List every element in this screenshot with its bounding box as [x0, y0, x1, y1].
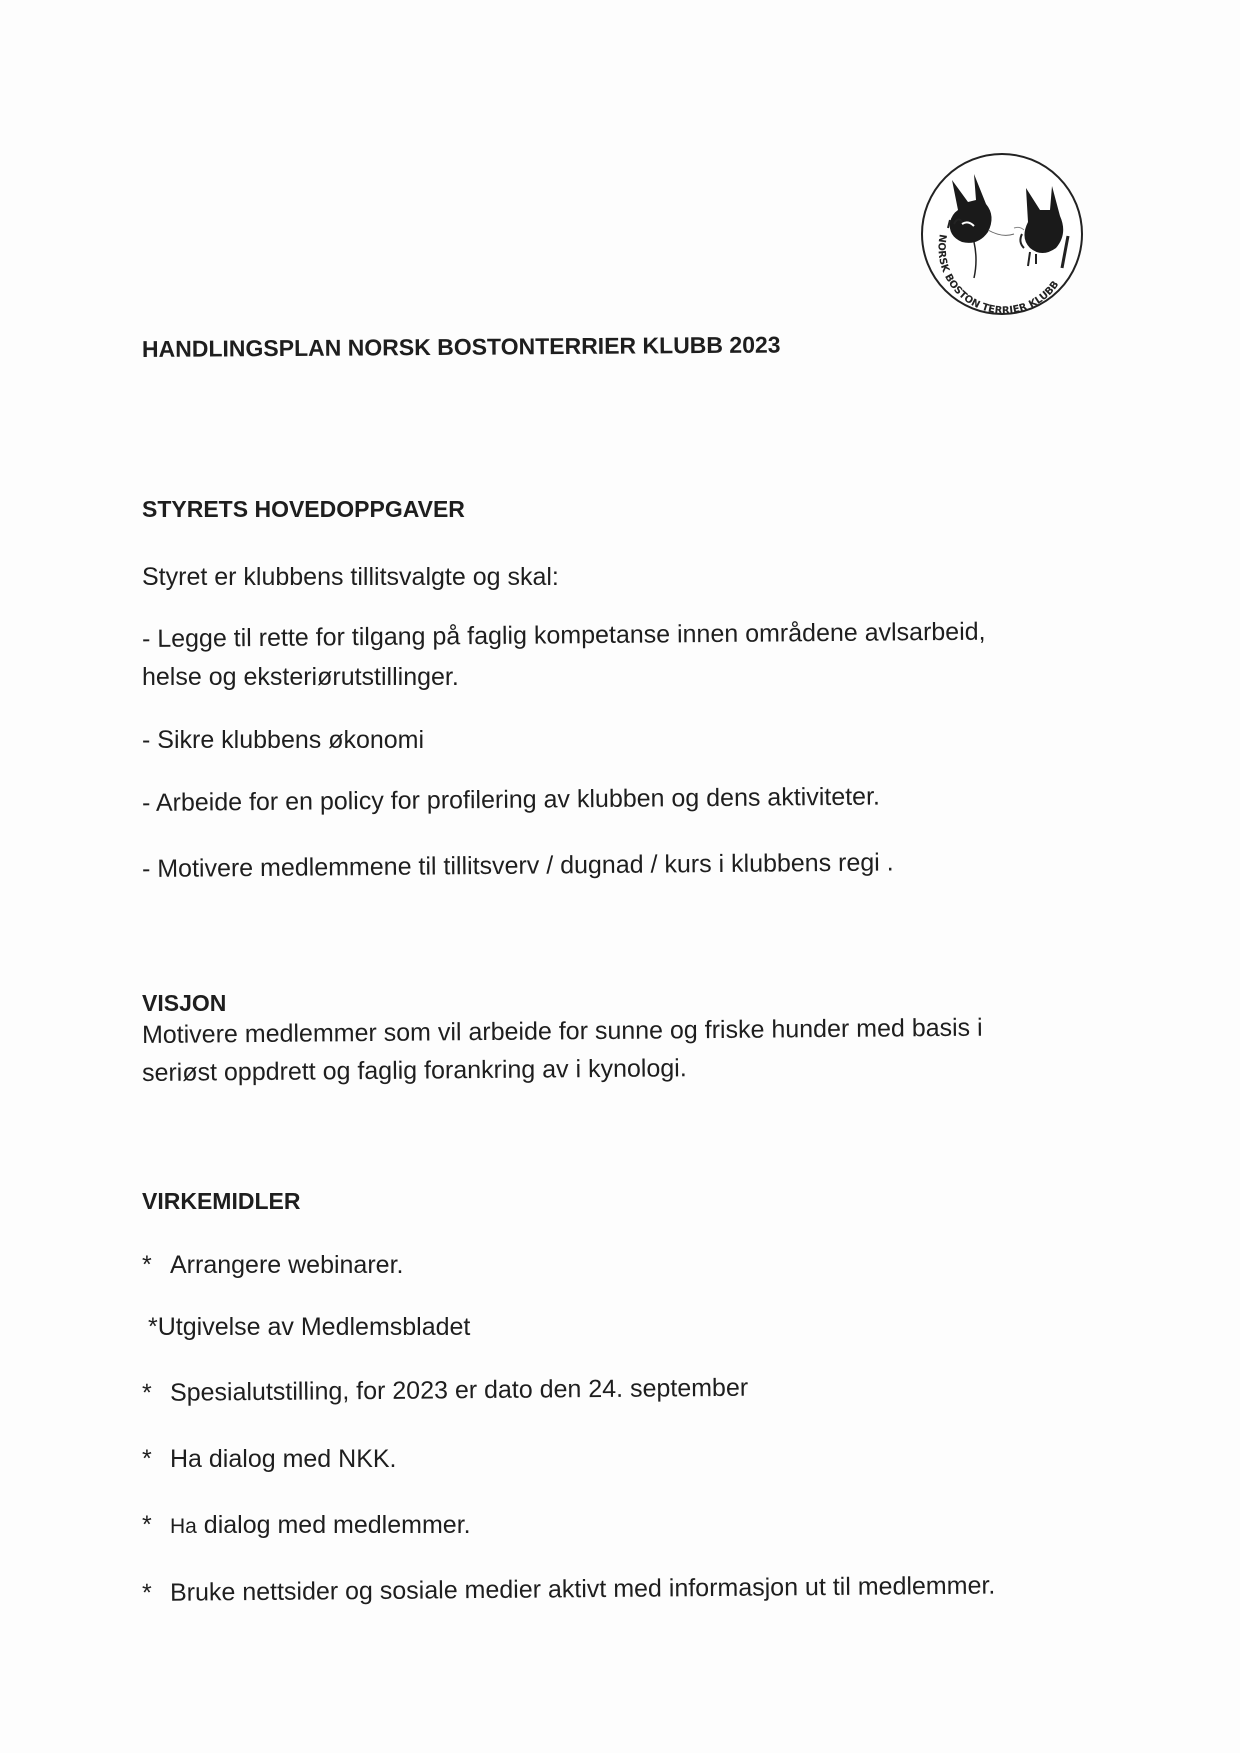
board-item-motivate: - Motivere medlemmene til tillitsverv / dugnad / kurs i klubbens regi .: [141, 848, 894, 883]
boston-terrier-club-logo-icon: [918, 150, 1086, 318]
bullet-icon: *: [141, 1578, 152, 1607]
bullet-icon: *: [141, 1378, 152, 1407]
document-title: HANDLINGSPLAN NORSK BOSTONTERRIER KLUBB 2023: [141, 331, 781, 362]
means-item-webinars: [142, 1250, 403, 1280]
board-section-intro: Styret er klubbens tillitsvalgte og skal:: [142, 563, 559, 591]
board-item-competence: - Legge til rette for tilgang på faglig kompetanse innen områdene avlsarbeid,: [141, 617, 986, 653]
board-item-policy: - Arbeide for en policy for profilering av klubben og dens aktiviteter.: [141, 782, 881, 817]
means-heading: VIRKEMIDLER: [142, 1188, 301, 1214]
vision-line-1: Motivere medlemmer som vil arbeide for sunne og friske hunder med basis i: [141, 1013, 983, 1049]
means-item-members: [142, 1510, 471, 1542]
means-item-websites: [142, 1571, 996, 1608]
means-item-magazine: [148, 1312, 470, 1342]
logo-ring-text: NORSK BOSTON TERRIER KLUBB: [935, 233, 1062, 317]
board-item-economy: - Sikre klubbens økonomi: [142, 726, 425, 754]
means-item-text: Arrangere webinarer.: [170, 1251, 404, 1279]
means-item-text: Ha dialog med NKK.: [170, 1445, 397, 1473]
means-item-nkk: [142, 1444, 397, 1474]
vision-heading: VISJON: [142, 990, 227, 1016]
bullet-icon: *: [142, 1445, 152, 1473]
means-item-text: dialog med medlemmer.: [196, 1511, 471, 1539]
means-item-prefix: Ha: [170, 1515, 197, 1538]
means-item-text: Utgivelse av Medlemsbladet: [157, 1313, 471, 1341]
means-item-text: Spesialutstilling, for 2023 er dato den 24. september: [169, 1373, 749, 1407]
bullet-icon: *: [142, 1511, 152, 1539]
means-item-text: Bruke nettsider og sosiale medier aktivt med informasjon ut til medlemmer.: [169, 1571, 996, 1607]
board-section-heading: STYRETS HOVEDOPPGAVER: [142, 496, 465, 522]
bullet-icon: *: [142, 1251, 152, 1279]
bullet-icon: *: [148, 1313, 158, 1341]
board-item-competence-cont: helse og eksteriørutstillinger.: [142, 663, 459, 691]
means-item-show: [142, 1373, 748, 1408]
vision-line-2: seriøst oppdrett og faglig forankring av i kynologi.: [141, 1054, 687, 1087]
